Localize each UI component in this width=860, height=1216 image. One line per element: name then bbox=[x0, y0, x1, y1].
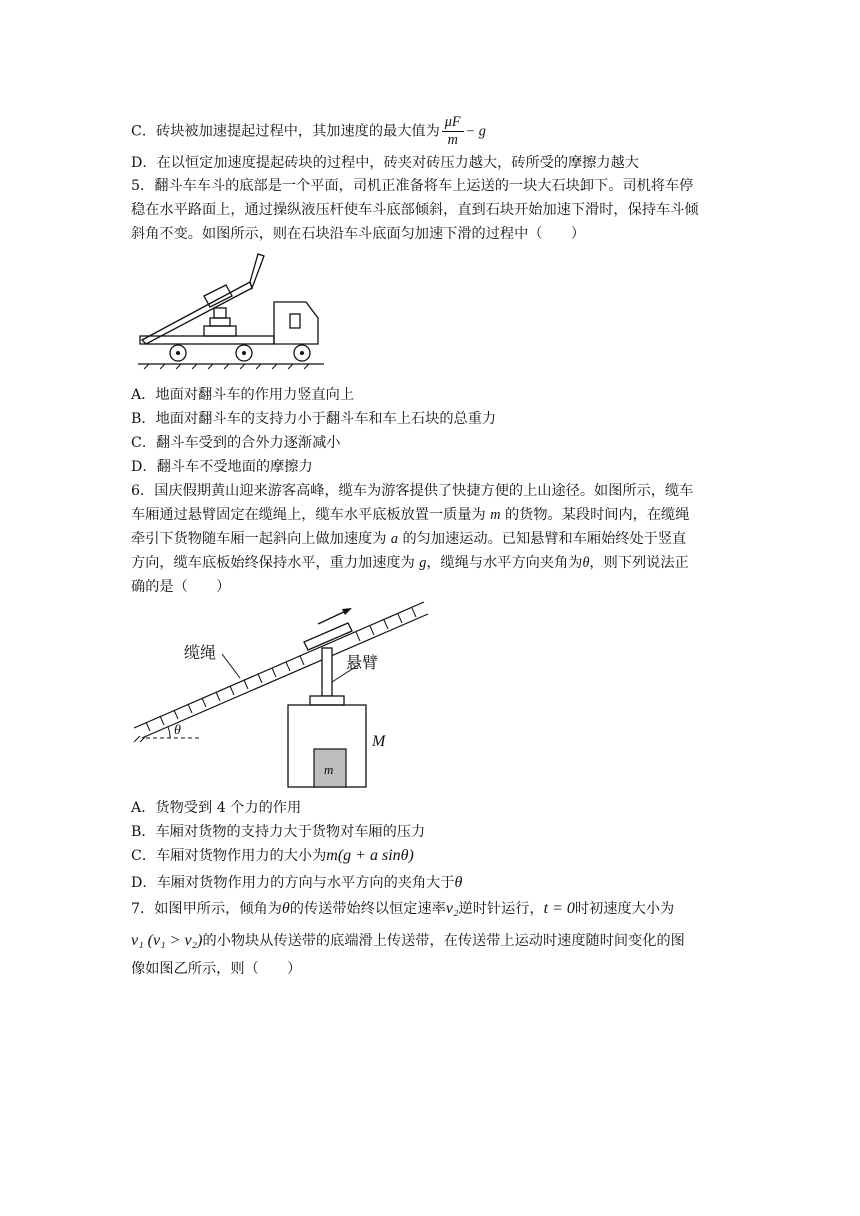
q6-option-b: B．车厢对货物的支持力大于货物对车厢的压力 bbox=[131, 824, 426, 840]
cargo-mass-label: m bbox=[324, 762, 334, 777]
q5-stem-2: 稳在水平路面上，通过操纵液压杆使车斗底部倾斜，直到石块开始加速下滑时，保持车斗倾 bbox=[131, 202, 699, 218]
q5-option-a: A．地面对翻斗车的作用力竖直向上 bbox=[131, 387, 355, 403]
q5-option-c: C．翻斗车受到的合外力逐渐减小 bbox=[131, 435, 341, 451]
q6-option-a: A．货物受到 4 个力的作用 bbox=[131, 800, 302, 816]
q4-option-c: C．砖块被加速提起过程中，其加速度的最大值为 $\frac{\mu F}{m}$ − g bbox=[131, 114, 486, 148]
q4-option-d: D．在以恒定加速度提起砖块的过程中，砖夹对砖压力越大，砖所受的摩擦力越大 bbox=[131, 155, 639, 171]
q7-stem-3: 像如图乙所示，则（ ） bbox=[131, 961, 302, 977]
dump-truck-figure bbox=[138, 252, 328, 370]
q5-stem-1: 5．翻斗车车斗的底部是一个平面，司机正准备将车上运送的一块大石块卸下。司机将车停 bbox=[131, 178, 694, 194]
q6-stem-1: 6．国庆假期黄山迎来游客高峰，缆车为游客提供了快捷方便的上山途径。如图所示，缆车 bbox=[131, 483, 694, 499]
q5-stem-3: 斜角不变。如图所示，则在石块沿车斗底面匀加速下滑的过程中（ ） bbox=[131, 226, 586, 242]
q6-stem-3: 牵引下货物随车厢一起斜向上做加速度为 a 的匀加速运动。已知悬臂和车厢始终处于竖直 bbox=[131, 531, 687, 547]
angle-theta-label: θ bbox=[174, 723, 181, 738]
q7-stem-1: 7．如图甲所示，倾角为θ的传送带始终以恒定速率v₂逆时针运行，t = 0时初速度大小为 bbox=[131, 900, 675, 917]
q7-stem-2: v₁ (v₁ > v₂)的小物块从传送带的底端滑上传送带，在传送带上运动时速度随时间变化的图 bbox=[131, 932, 685, 949]
arm-label: 悬臂 bbox=[346, 653, 379, 672]
q6-option-c: C．车厢对货物作用力的大小为m(g + a sinθ) bbox=[131, 847, 414, 864]
rope-label: 缆绳 bbox=[184, 643, 217, 662]
q5-option-b: B．地面对翻斗车的支持力小于翻斗车和车上石块的总重力 bbox=[131, 411, 497, 427]
q6-option-d: D．车厢对货物作用力的方向与水平方向的夹角大于θ bbox=[131, 874, 463, 891]
fraction: $\frac{\mu F}{m}$ bbox=[442, 114, 464, 149]
cabin-mass-label: M bbox=[372, 733, 386, 750]
cable-car-figure bbox=[130, 598, 430, 794]
q5-option-d: D．翻斗车不受地面的摩擦力 bbox=[131, 459, 313, 475]
q6-stem-5: 确的是（ ） bbox=[131, 579, 231, 595]
q6-stem-2: 车厢通过悬臂固定在缆绳上，缆车水平底板放置一质量为 m 的货物。某段时间内，在缆绳 bbox=[131, 507, 690, 523]
q6-stem-4: 方向，缆车底板始终保持水平，重力加速度为 g，缆绳与水平方向夹角为θ，则下列说法正 bbox=[131, 555, 689, 571]
